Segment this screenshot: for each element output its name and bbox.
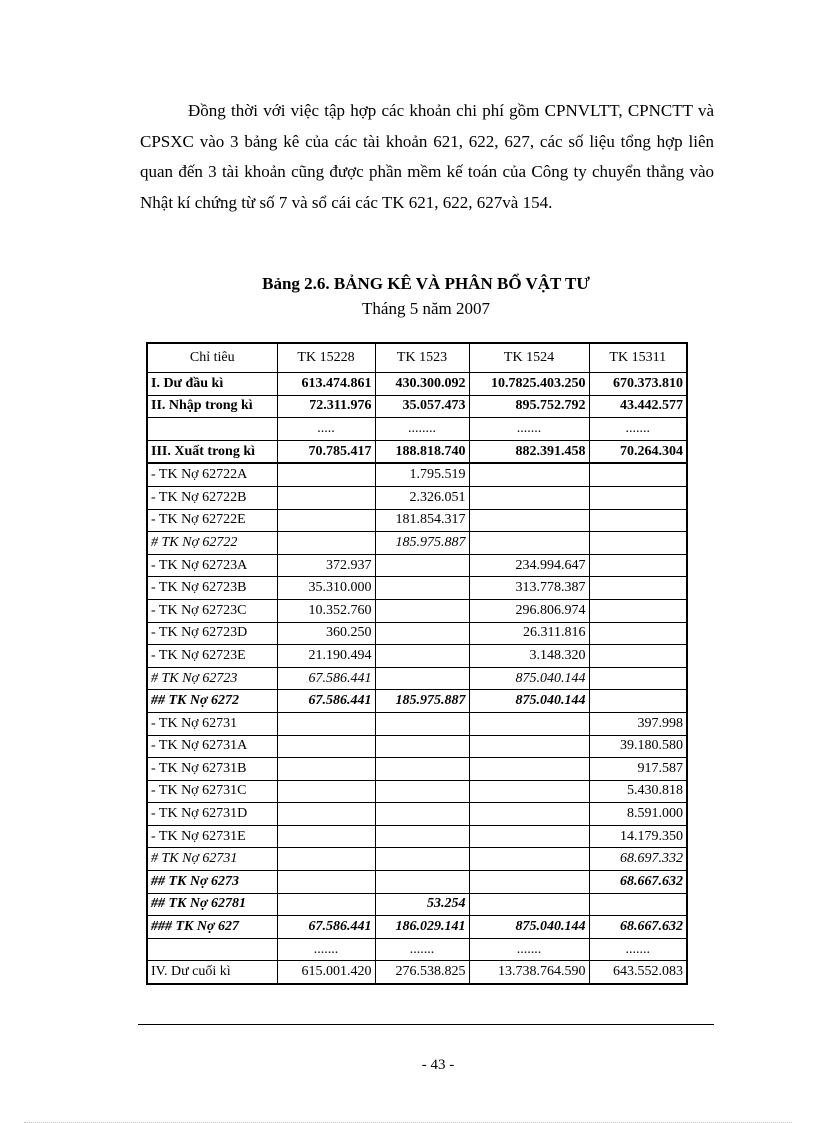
value-cell: 68.667.632 (589, 916, 687, 939)
row-label-cell: III. Xuất trong kì (147, 440, 277, 463)
table-row (147, 848, 687, 871)
table-row (147, 486, 687, 509)
value-cell (589, 667, 687, 690)
value-cell: 67.586.441 (277, 916, 375, 939)
value-cell: 26.311.816 (469, 622, 589, 645)
row-label-cell: I. Dư đầu kì (147, 373, 277, 396)
value-cell (375, 848, 469, 871)
table-row (147, 758, 687, 781)
table-row (147, 577, 687, 600)
value-cell (469, 825, 589, 848)
value-cell: 35.310.000 (277, 577, 375, 600)
table-title: Bảng 2.6. BẢNG KÊ VÀ PHÂN BỔ VẬT TƯ (262, 274, 590, 293)
column-header-account: TK 15311 (589, 343, 687, 373)
table-row (147, 938, 687, 961)
value-cell: 2.326.051 (375, 486, 469, 509)
value-cell (277, 780, 375, 803)
value-cell (375, 825, 469, 848)
value-cell (469, 780, 589, 803)
value-cell (277, 712, 375, 735)
value-cell (469, 463, 589, 486)
value-cell: 185.975.887 (375, 532, 469, 555)
value-cell: 67.586.441 (277, 690, 375, 713)
value-cell: ....... (469, 418, 589, 441)
table-row (147, 825, 687, 848)
table-subtitle: Tháng 5 năm 2007 (362, 299, 490, 318)
value-cell (469, 803, 589, 826)
value-cell (375, 758, 469, 781)
row-label-cell: - TK Nợ 62723B (147, 577, 277, 600)
column-header-account: TK 1524 (469, 343, 589, 373)
value-cell: 613.474.861 (277, 373, 375, 396)
value-cell (469, 758, 589, 781)
value-cell (469, 509, 589, 532)
value-cell: ........ (375, 418, 469, 441)
value-cell: 397.998 (589, 712, 687, 735)
value-cell: 35.057.473 (375, 395, 469, 418)
value-cell (375, 780, 469, 803)
materials-allocation-table (146, 342, 688, 985)
value-cell: ....... (589, 938, 687, 961)
value-cell: ..... (277, 418, 375, 441)
value-cell (375, 667, 469, 690)
value-cell: 615.001.420 (277, 961, 375, 984)
value-cell: 181.854.317 (375, 509, 469, 532)
table-row (147, 893, 687, 916)
value-cell (589, 690, 687, 713)
row-label-cell: - TK Nợ 62723D (147, 622, 277, 645)
row-label-cell: - TK Nợ 62723A (147, 554, 277, 577)
value-cell: 68.697.332 (589, 848, 687, 871)
body-paragraph: Đồng thời với việc tập hợp các khoản chi phí gồm CPNVLTT, CPNCTT và CPSXC vào 3 bảng kê của các tài khoản 621, 622, 627, các số liệu tổng hợp liên quan đến 3 tài khoản cũng được phần mềm kế toán của Công ty chuyển thẳng vào Nhật kí chứng từ số 7 và sổ cái các TK 621, 622, 627và 154. (140, 101, 714, 212)
table-row (147, 871, 687, 894)
column-header-account: TK 1523 (375, 343, 469, 373)
value-cell: 70.264.304 (589, 440, 687, 463)
value-cell (277, 463, 375, 486)
footer-rule (138, 1024, 714, 1025)
table-row (147, 532, 687, 555)
row-label-cell: - TK Nợ 62722B (147, 486, 277, 509)
table-row (147, 554, 687, 577)
table-row (147, 916, 687, 939)
table-row (147, 599, 687, 622)
value-cell (589, 554, 687, 577)
value-cell: 72.311.976 (277, 395, 375, 418)
value-cell (277, 532, 375, 555)
value-cell: 43.442.577 (589, 395, 687, 418)
value-cell: 186.029.141 (375, 916, 469, 939)
value-cell (589, 622, 687, 645)
value-cell: 14.179.350 (589, 825, 687, 848)
value-cell: 895.752.792 (469, 395, 589, 418)
value-cell (375, 735, 469, 758)
value-cell (277, 871, 375, 894)
value-cell (589, 599, 687, 622)
row-label-cell: - TK Nợ 62731B (147, 758, 277, 781)
table-row (147, 803, 687, 826)
row-label-cell: - TK Nợ 62731A (147, 735, 277, 758)
value-cell: 313.778.387 (469, 577, 589, 600)
value-cell: 185.975.887 (375, 690, 469, 713)
value-cell: 430.300.092 (375, 373, 469, 396)
value-cell (469, 712, 589, 735)
value-cell (469, 735, 589, 758)
value-cell (375, 871, 469, 894)
table-row (147, 690, 687, 713)
value-cell: 882.391.458 (469, 440, 589, 463)
row-label-cell: ### TK Nợ 627 (147, 916, 277, 939)
row-label-cell: - TK Nợ 62723C (147, 599, 277, 622)
page-number: - 43 - (421, 1057, 455, 1073)
value-cell: 39.180.580 (589, 735, 687, 758)
value-cell: 917.587 (589, 758, 687, 781)
value-cell: 10.352.760 (277, 599, 375, 622)
row-label-cell: - TK Nợ 62722A (147, 463, 277, 486)
value-cell (469, 486, 589, 509)
value-cell: 372.937 (277, 554, 375, 577)
value-cell (589, 532, 687, 555)
row-label-cell: II. Nhập trong kì (147, 395, 277, 418)
table-row (147, 440, 687, 463)
value-cell: 188.818.740 (375, 440, 469, 463)
row-label-cell: - TK Nợ 62731D (147, 803, 277, 826)
row-label-cell: # TK Nợ 62731 (147, 848, 277, 871)
value-cell (589, 509, 687, 532)
value-cell (375, 554, 469, 577)
row-label-cell: - TK Nợ 62731C (147, 780, 277, 803)
table-row (147, 780, 687, 803)
row-label-cell: - TK Nợ 62723E (147, 645, 277, 668)
table-row (147, 645, 687, 668)
table-row (147, 418, 687, 441)
value-cell (277, 825, 375, 848)
value-cell (469, 532, 589, 555)
value-cell: 1.795.519 (375, 463, 469, 486)
value-cell (375, 712, 469, 735)
column-header-account: TK 15228 (277, 343, 375, 373)
value-cell (589, 577, 687, 600)
value-cell: 296.806.974 (469, 599, 589, 622)
value-cell: 234.994.647 (469, 554, 589, 577)
value-cell (277, 758, 375, 781)
value-cell: 643.552.083 (589, 961, 687, 984)
value-cell: 13.738.764.590 (469, 961, 589, 984)
value-cell (469, 848, 589, 871)
value-cell: 67.586.441 (277, 667, 375, 690)
value-cell (589, 486, 687, 509)
value-cell: 10.7825.403.250 (469, 373, 589, 396)
value-cell (589, 893, 687, 916)
value-cell (277, 803, 375, 826)
value-cell (469, 871, 589, 894)
value-cell: 875.040.144 (469, 916, 589, 939)
row-label-cell (147, 418, 277, 441)
value-cell: ....... (469, 938, 589, 961)
value-cell (589, 645, 687, 668)
row-label-cell: ## TK Nợ 62781 (147, 893, 277, 916)
value-cell (277, 848, 375, 871)
table-row (147, 463, 687, 486)
value-cell (375, 577, 469, 600)
table-header-row (147, 343, 687, 373)
table-row (147, 961, 687, 984)
value-cell (375, 803, 469, 826)
value-cell: 360.250 (277, 622, 375, 645)
value-cell: 5.430.818 (589, 780, 687, 803)
value-cell: 875.040.144 (469, 690, 589, 713)
value-cell (375, 599, 469, 622)
value-cell: 8.591.000 (589, 803, 687, 826)
value-cell: 68.667.632 (589, 871, 687, 894)
row-label-cell: ## TK Nợ 6272 (147, 690, 277, 713)
row-label-cell: ## TK Nợ 6273 (147, 871, 277, 894)
value-cell (469, 893, 589, 916)
value-cell (589, 463, 687, 486)
value-cell: 3.148.320 (469, 645, 589, 668)
table-row (147, 395, 687, 418)
value-cell: ....... (277, 938, 375, 961)
value-cell (277, 893, 375, 916)
value-cell: ....... (375, 938, 469, 961)
table-row (147, 373, 687, 396)
table-row (147, 509, 687, 532)
row-label-cell: # TK Nợ 62722 (147, 532, 277, 555)
value-cell (277, 509, 375, 532)
row-label-cell: IV. Dư cuối kì (147, 961, 277, 984)
value-cell: 70.785.417 (277, 440, 375, 463)
column-header-indicator: Chỉ tiêu (147, 343, 277, 373)
row-label-cell (147, 938, 277, 961)
table-row (147, 735, 687, 758)
value-cell (277, 735, 375, 758)
row-label-cell: - TK Nợ 62722E (147, 509, 277, 532)
value-cell: 21.190.494 (277, 645, 375, 668)
table-row (147, 622, 687, 645)
row-label-cell: # TK Nợ 62723 (147, 667, 277, 690)
value-cell: 53.254 (375, 893, 469, 916)
table-row (147, 667, 687, 690)
value-cell (375, 645, 469, 668)
row-label-cell: - TK Nợ 62731E (147, 825, 277, 848)
value-cell: 670.373.810 (589, 373, 687, 396)
value-cell: 875.040.144 (469, 667, 589, 690)
value-cell (375, 622, 469, 645)
row-label-cell: - TK Nợ 62731 (147, 712, 277, 735)
value-cell: 276.538.825 (375, 961, 469, 984)
value-cell (277, 486, 375, 509)
table-row (147, 712, 687, 735)
value-cell: ....... (589, 418, 687, 441)
